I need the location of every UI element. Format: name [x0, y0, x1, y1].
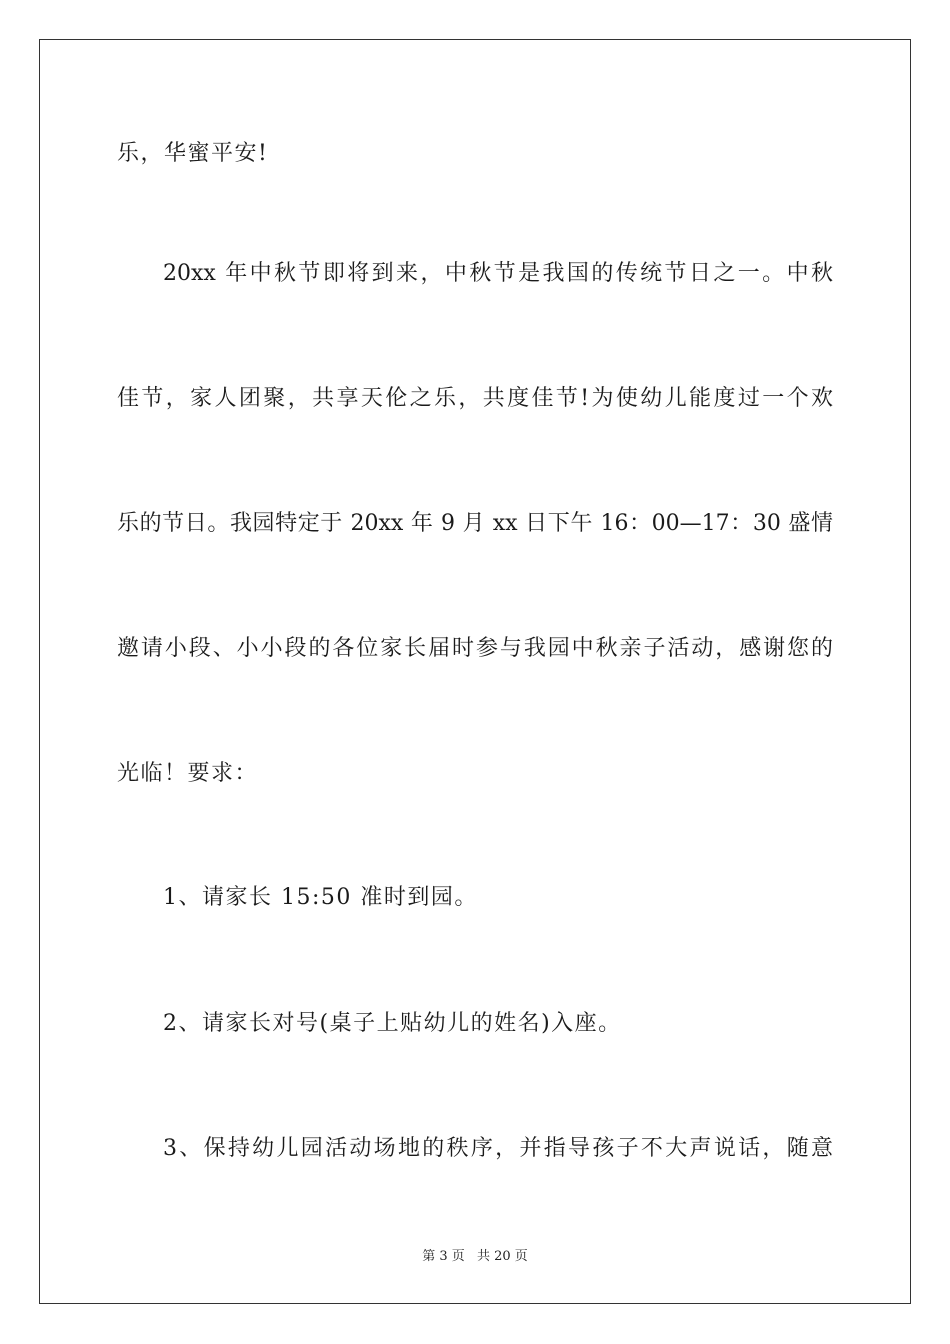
list-item-3: 3、保持幼儿园活动场地的秩序，并指导孩子不大声说话，随意	[163, 1136, 833, 1161]
text-line-1: 乐，华蜜平安!	[117, 141, 269, 166]
text-line-3: 佳节，家人团聚，共享天伦之乐，共度佳节!为使幼儿能度过一个欢	[117, 386, 833, 411]
text-line-2: 20xx 年中秋节即将到来，中秋节是我国的传统节日之一。中秋	[163, 261, 833, 286]
text-line-5: 邀请小段、小小段的各位家长届时参与我园中秋亲子活动，感谢您的	[117, 636, 833, 661]
list-item-2: 2、请家长对号(桌子上贴幼儿的姓名)入座。	[163, 1011, 622, 1036]
text-line-4: 乐的节日。我园特定于 20xx 年 9 月 xx 日下午 16：00—17：30 盛情	[117, 511, 833, 536]
text-line-6: 光临！要求：	[117, 761, 259, 786]
page-border	[39, 39, 911, 1304]
page-total: 共 20 页	[476, 1249, 528, 1264]
page-footer	[0, 1248, 950, 1266]
list-item-1: 1、请家长 15:50 准时到园。	[163, 885, 478, 910]
page-number: 第 3 页	[422, 1249, 465, 1264]
